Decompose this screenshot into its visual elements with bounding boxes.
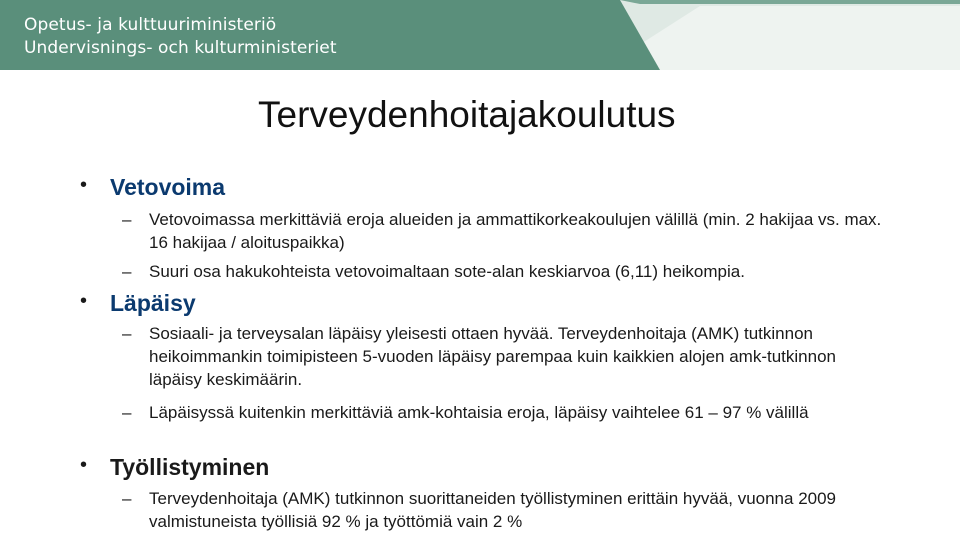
list-item-text: Sosiaali- ja terveysalan läpäisy yleisesti ottaen hyvää. Terveydenhoitaja (AMK) tutkinnon heikoimmankin toimipisteen 5-vuoden läpäisy parempaa kuin kaikkien alojen amk-tutkinnon läpäisy keskimäärin.	[149, 324, 836, 389]
list-item-text: Läpäisyssä kuitenkin merkittäviä amk-kohtaisia eroja, läpäisy vaihtelee 61 – 97 % välillä	[149, 403, 809, 422]
dash-icon: –	[122, 489, 132, 508]
list-item-text: Vetovoimassa merkittäviä eroja alueiden ja ammattikorkeakoulujen välillä (min. 2 hakijaa vs. max. 16 hakijaa / aloituspaikka)	[149, 210, 882, 252]
dash-icon: –	[122, 403, 132, 422]
slide-title: Terveydenhoitajakoulutus	[258, 94, 676, 135]
dash-icon: –	[122, 262, 132, 281]
section-heading-label: Työllistyminen	[110, 454, 270, 480]
bullet-icon: •	[80, 290, 88, 312]
ministry-banner	[0, 0, 960, 70]
bullet-icon: •	[80, 454, 88, 476]
section-heading-label: Vetovoima	[110, 174, 226, 200]
list-item-text: Suuri osa hakukohteista vetovoimaltaan sote-alan keskiarvoa (6,11) heikompia.	[149, 262, 745, 281]
ministry-name	[24, 14, 337, 60]
section-heading-label: Läpäisy	[110, 290, 196, 316]
bullet-icon: •	[80, 174, 88, 196]
ministry-name-fi: Opetus- ja kulttuuriministeriö	[24, 15, 277, 35]
ministry-name-sv: Undervisnings- och kulturministeriet	[24, 38, 337, 58]
dash-icon: –	[122, 210, 132, 229]
dash-icon: –	[122, 324, 132, 343]
list-item-text: Terveydenhoitaja (AMK) tutkinnon suorittaneiden työllistyminen erittäin hyvää, vuonna 2009 valmistuneista työllisiä 92 % ja työttömiä vain 2 %	[149, 489, 837, 531]
